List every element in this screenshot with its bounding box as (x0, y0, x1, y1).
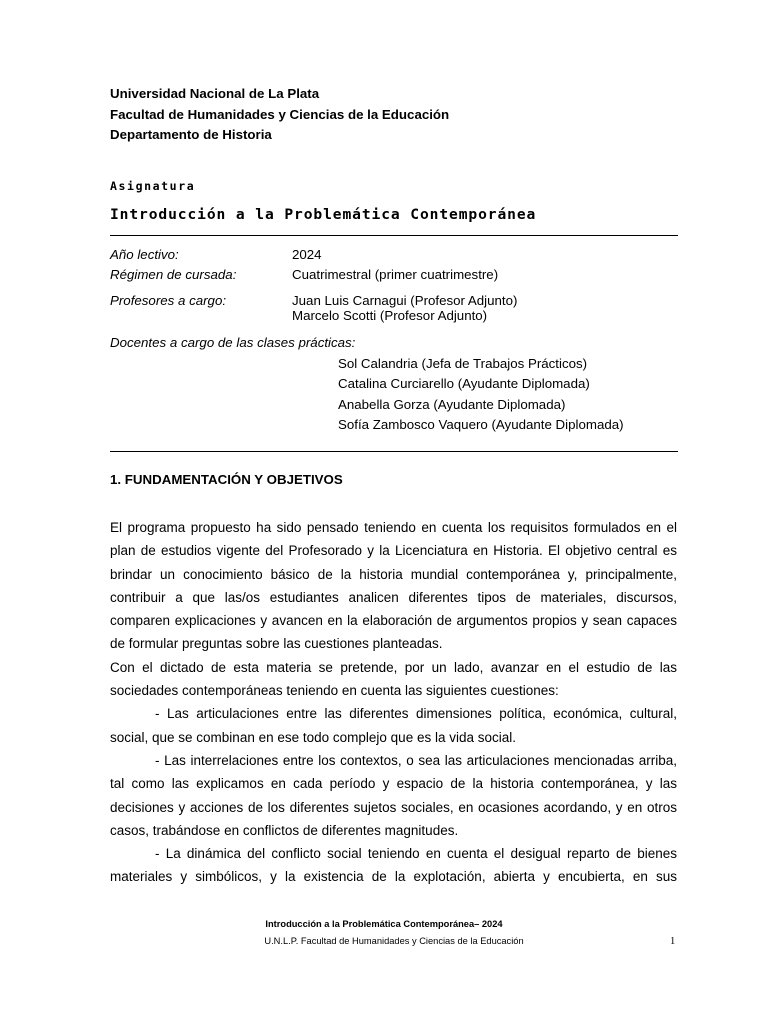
section-body (110, 516, 677, 889)
page-number: 1 (670, 936, 676, 947)
divider-section (110, 451, 678, 452)
year-label: Año lectivo: (110, 247, 179, 262)
divider-top (110, 235, 678, 236)
regime-label: Régimen de cursada: (110, 267, 237, 282)
section-heading: 1. FUNDAMENTACIÓN Y OBJETIVOS (110, 472, 343, 487)
year-value: 2024 (292, 247, 322, 262)
footer-subtitle: U.N.L.P. Facultad de Humanidades y Ciencias de la Educación (264, 936, 524, 946)
teacher-item: Sofía Zambosco Vaquero (Ayudante Diplomada) (338, 417, 624, 432)
subject-title: Introducción a la Problemática Contemporánea (110, 206, 537, 223)
regime-value: Cuatrimestral (primer cuatrimestre) (292, 267, 499, 282)
body-paragraph: El programa propuesto ha sido pensado teniendo en cuenta los requisitos formulados en el plan de estudios vigente del Profesorado y la Licenciatura en Historia. El objetivo central es brindar un conocimiento básico de la historia mundial contemporánea y, principalmente, contribuir a que las/os estudiantes analicen diferentes tipos de materiales, discursos, comparen explicaciones y avancen en la elaboración de argumentos propios y sean capaces de formular preguntas sobre las cuestiones planteadas. (110, 520, 677, 652)
professor-item: Marcelo Scotti (Profesor Adjunto) (292, 308, 488, 323)
university-name: Universidad Nacional de La Plata (110, 86, 320, 101)
teacher-item: Catalina Curciarello (Ayudante Diplomada) (338, 376, 590, 391)
body-paragraph: - La dinámica del conflicto social teniendo en cuenta el desigual reparto de bienes materiales y simbólicos, y la existencia de la explotación, abierta y encubierta, en sus (110, 846, 677, 885)
institution-header (110, 84, 449, 146)
teacher-item: Sol Calandria (Jefa de Trabajos Prácticos) (338, 356, 588, 371)
teacher-item: Anabella Gorza (Ayudante Diplomada) (338, 397, 566, 412)
footer-title: Introducción a la Problemática Contemporánea– 2024 (265, 919, 503, 929)
professor-item: Juan Luis Carnagui (Profesor Adjunto) (292, 293, 518, 308)
department-name: Departamento de Historia (110, 127, 272, 142)
body-paragraph: - Las articulaciones entre las diferentes dimensiones política, económica, cultural, social, que se combinan en ese todo complejo que es la vida social. (110, 706, 677, 745)
faculty-name: Facultad de Humanidades y Ciencias de la Educación (110, 106, 450, 122)
teachers-label: Docentes a cargo de las clases prácticas: (110, 335, 356, 350)
body-paragraph: Con el dictado de esta materia se pretende, por un lado, avanzar en el estudio de las sociedades contemporáneas teniendo en cuenta las siguientes cuestiones: (110, 659, 677, 699)
professors-label: Profesores a cargo: (110, 293, 227, 308)
subject-label: Asignatura (110, 179, 196, 193)
body-paragraph: - Las interrelaciones entre los contextos, o sea las articulaciones mencionadas arriba, tal como las explicamos en cada período y espacio de la historia contemporánea, y las decisiones y acciones de los diferentes sujetos sociales, en ocasiones acordando, y en otros casos, trabándose en conflictos de diferentes magnitudes. (110, 752, 677, 838)
